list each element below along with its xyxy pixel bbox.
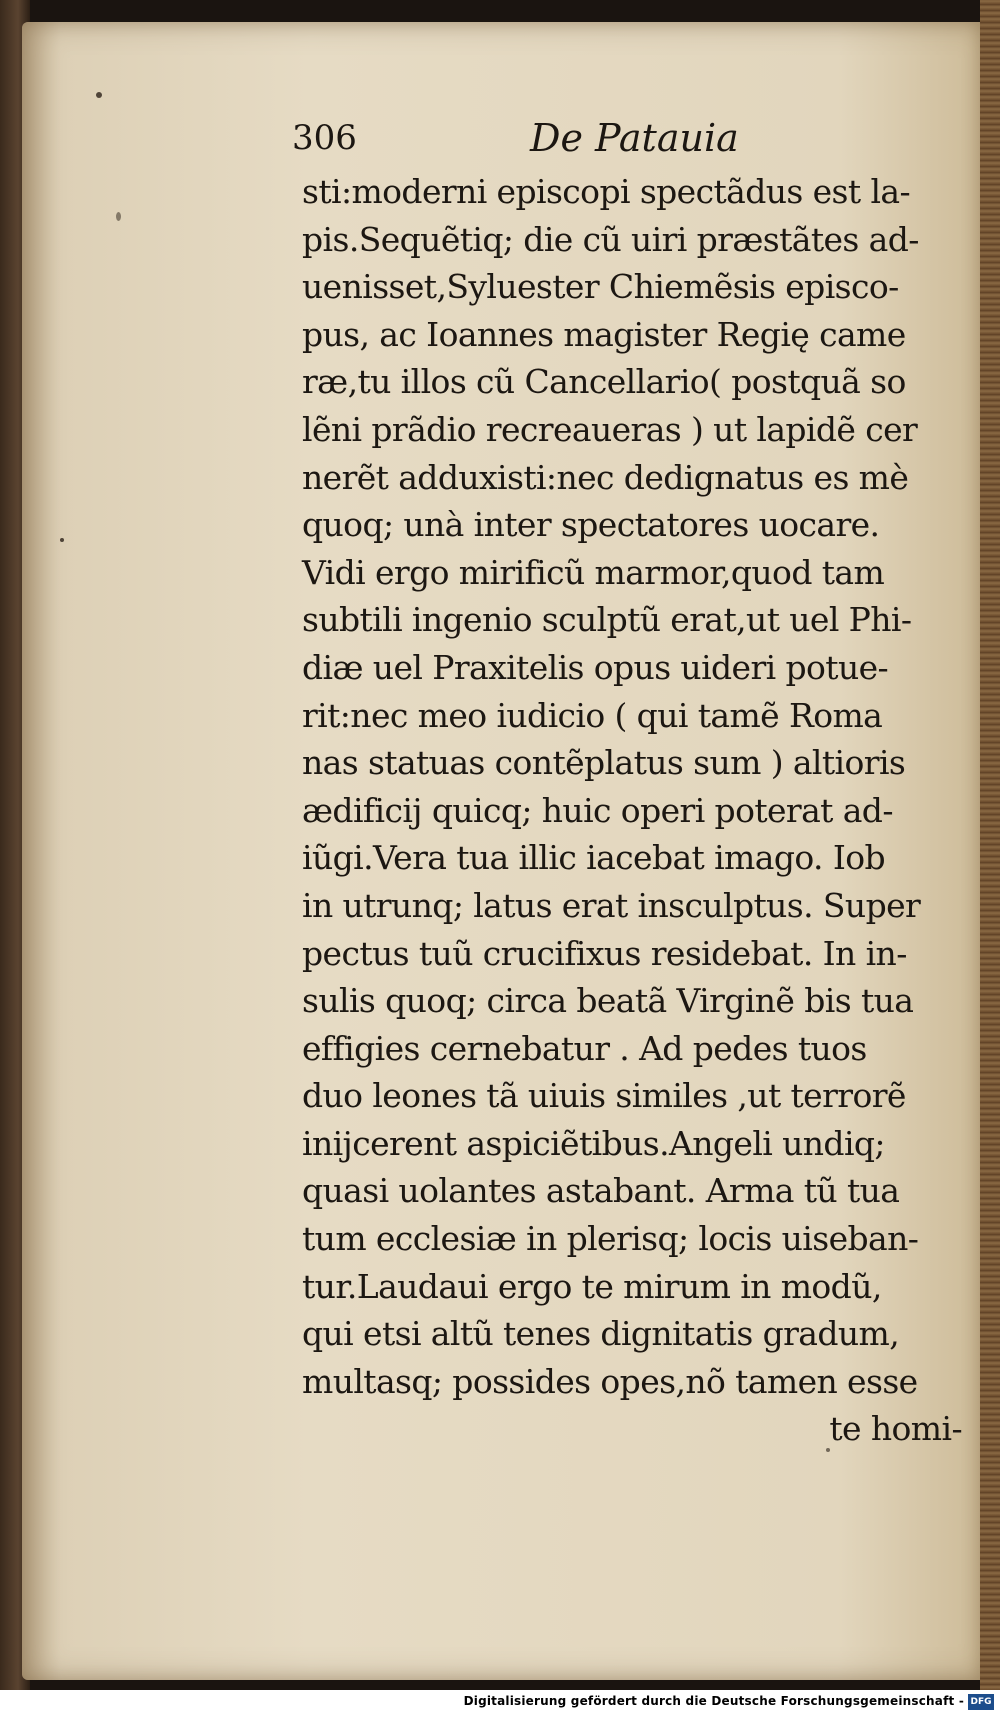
text-line: lẽni prãdio recreaueras ) ut lapidẽ cer bbox=[302, 409, 918, 449]
text-line: tum ecclesiæ in plerisq; locis uiseban- bbox=[302, 1219, 919, 1259]
text-line: pus, ac Ioannes magister Regię came bbox=[302, 314, 906, 354]
page-stack-edge bbox=[980, 0, 1000, 1690]
ink-speck bbox=[96, 92, 102, 98]
text-line: uenisset,Syluester Chiemẽsis episco- bbox=[302, 267, 899, 307]
printed-text-block bbox=[292, 112, 982, 1453]
text-line: nas statuas contẽplatus sum ) altioris bbox=[302, 743, 906, 783]
text-line: diæ uel Praxitelis opus uideri potue- bbox=[302, 647, 889, 687]
text-line: multasq; possides opes,nõ tamen esse bbox=[302, 1361, 918, 1401]
text-line: nerẽt adduxisti:nec dedignatus es mè bbox=[302, 457, 909, 497]
dfg-logo-icon: DFG bbox=[968, 1694, 994, 1710]
running-header bbox=[292, 112, 982, 168]
text-line: quoq; unà inter spectatores uocare. bbox=[302, 505, 880, 545]
digitization-footer bbox=[0, 1690, 1000, 1716]
text-line: qui etsi altũ tenes dignitatis gradum, bbox=[302, 1314, 900, 1354]
catchword: te homi- bbox=[829, 1409, 962, 1449]
text-line: Vidi ergo mirificũ marmor,quod tam bbox=[302, 552, 885, 592]
text-line: inijcerent aspiciẽtibus.Angeli undiq; bbox=[302, 1123, 885, 1163]
text-line: tur.Laudaui ergo te mirum in modũ, bbox=[302, 1266, 882, 1306]
text-line: ræ,tu illos cũ Cancellario( postquã so bbox=[302, 362, 906, 402]
running-title: De Patauia bbox=[530, 116, 739, 160]
text-line: pectus tuũ crucifixus residebat. In in- bbox=[302, 933, 907, 973]
text-line: duo leones tã uiuis similes ,ut terrorẽ bbox=[302, 1076, 906, 1116]
text-line: sti:moderni episcopi spectãdus est la- bbox=[302, 172, 911, 211]
text-line: quasi uolantes astabant. Arma tũ tua bbox=[302, 1171, 900, 1211]
text-line: iũgi.Vera tua illic iacebat imago. Iob bbox=[302, 838, 886, 878]
text-line: effigies cernebatur . Ad pedes tuos bbox=[302, 1028, 867, 1068]
text-line: pis.Sequẽtiq; die cũ uiri præstãtes ad- bbox=[302, 219, 919, 259]
ink-speck bbox=[116, 212, 121, 221]
ink-speck bbox=[60, 538, 64, 542]
text-line: rit:nec meo iudicio ( qui tamẽ Roma bbox=[302, 695, 883, 735]
funding-notice: Digitalisierung gefördert durch die Deutsche Forschungsgemeinschaft - bbox=[463, 1694, 964, 1708]
text-line: ædificij quicq; huic operi poterat ad- bbox=[302, 790, 893, 830]
text-line: in utrunq; latus erat insculptus. Super bbox=[302, 885, 921, 925]
page-number: 306 bbox=[292, 118, 357, 158]
text-line: subtili ingenio sculptũ erat,ut uel Phi- bbox=[302, 600, 912, 640]
text-line: sulis quoq; circa beatã Virginẽ bis tua bbox=[302, 981, 914, 1021]
